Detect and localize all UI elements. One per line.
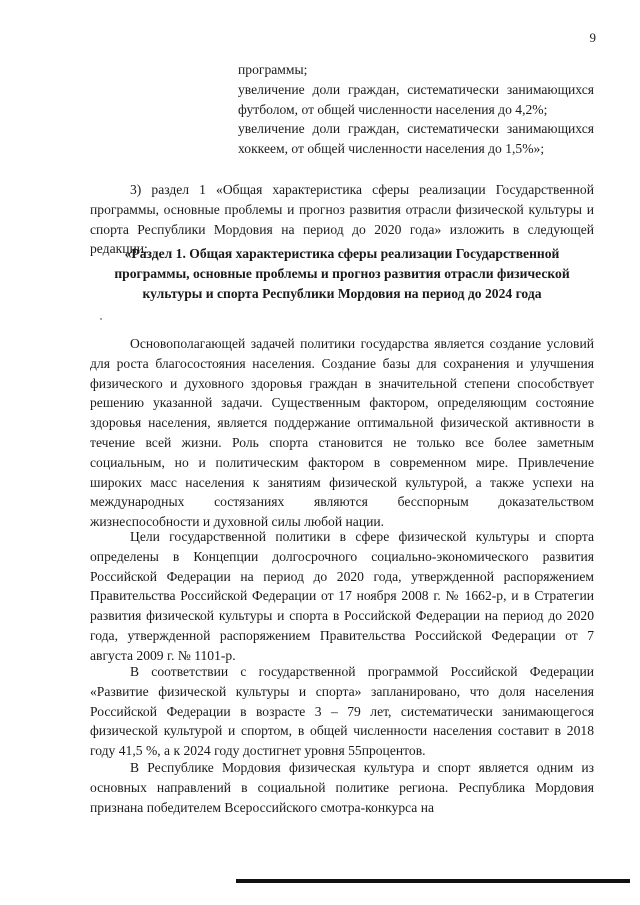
amendment-paragraph: 3) раздел 1 «Общая характеристика сферы реализации Государственной программы, основные проблемы и прогноз развития отрасли физической культуры и спорта Республики Мордовия на период до 2020 года» изложить в следующей редакции: [90, 182, 594, 257]
body-paragraph: Цели государственной политики в сфере физической культуры и спорта определены в Концепции долгосрочного социально-экономического развития Российской Федерации на период до 2020 года, утвержденной распоряжением Правительства Российской Федерации от 17 ноября 2008 г. № 1662-р, и в Стратегии развития физической культуры и спорта в Российской Федерации на период до 2020 года, утвержденной распоряжением Правительства Российской Федерации от 7 августа 2009 г. № 1101-р. [90, 529, 594, 663]
scan-speck [100, 318, 102, 320]
section-heading: «Раздел 1. Общая характеристика сферы реализации Государственной программы, основные проблемы и прогноз развития отрасли физической культуры и спорта Республики Мордовия на период до 2024 года [114, 246, 570, 301]
target-indicators-list [238, 60, 594, 159]
page-number: 9 [589, 30, 596, 45]
scan-edge-bar [236, 879, 630, 883]
list-item: увеличение доли граждан, систематически занимающихся футболом, от общей численности населения до 4,2%; [238, 81, 594, 117]
list-item: программы; [238, 62, 308, 77]
list-item: увеличение доли граждан, систематически занимающихся хоккеем, от общей численности населения до 1,5%»; [238, 121, 594, 157]
body-paragraph: Основополагающей задачей политики государства является создание условий для роста благосостояния населения. Создание базы для сохранения и улучшения физического и духовного здоровья граждан в значительной степени способствует решению указанной задачи. Существенным фактором, определяющим состояние здоровья населения, является поддержание оптимальной физической активности в течение всей жизни. Роль спорта становится не только все более заметным социальным, но и политическим фактором в современном мире. Привлечение широких масс населения к занятиям физической культурой, а также успехи на международных состязаниях являются бесспорным доказательством жизнеспособности и духовной силы любой нации. [90, 336, 594, 530]
body-paragraph: В соответствии с государственной программой Российской Федерации «Развитие физической культуры и спорта» запланировано, что доля населения Российской Федерации в возрасте 3 – 79 лет, систематически занимающегося физической культурой и спортом, в общей численности населения составит в 2018 году 41,5 %, а к 2024 году достигнет уровня 55процентов. [90, 664, 594, 759]
body-paragraph: В Республике Мордовия физическая культура и спорт является одним из основных направлений в социальной политике региона. Республика Мордовия признана победителем Всероссийского смотра-конкурса на [90, 760, 594, 815]
